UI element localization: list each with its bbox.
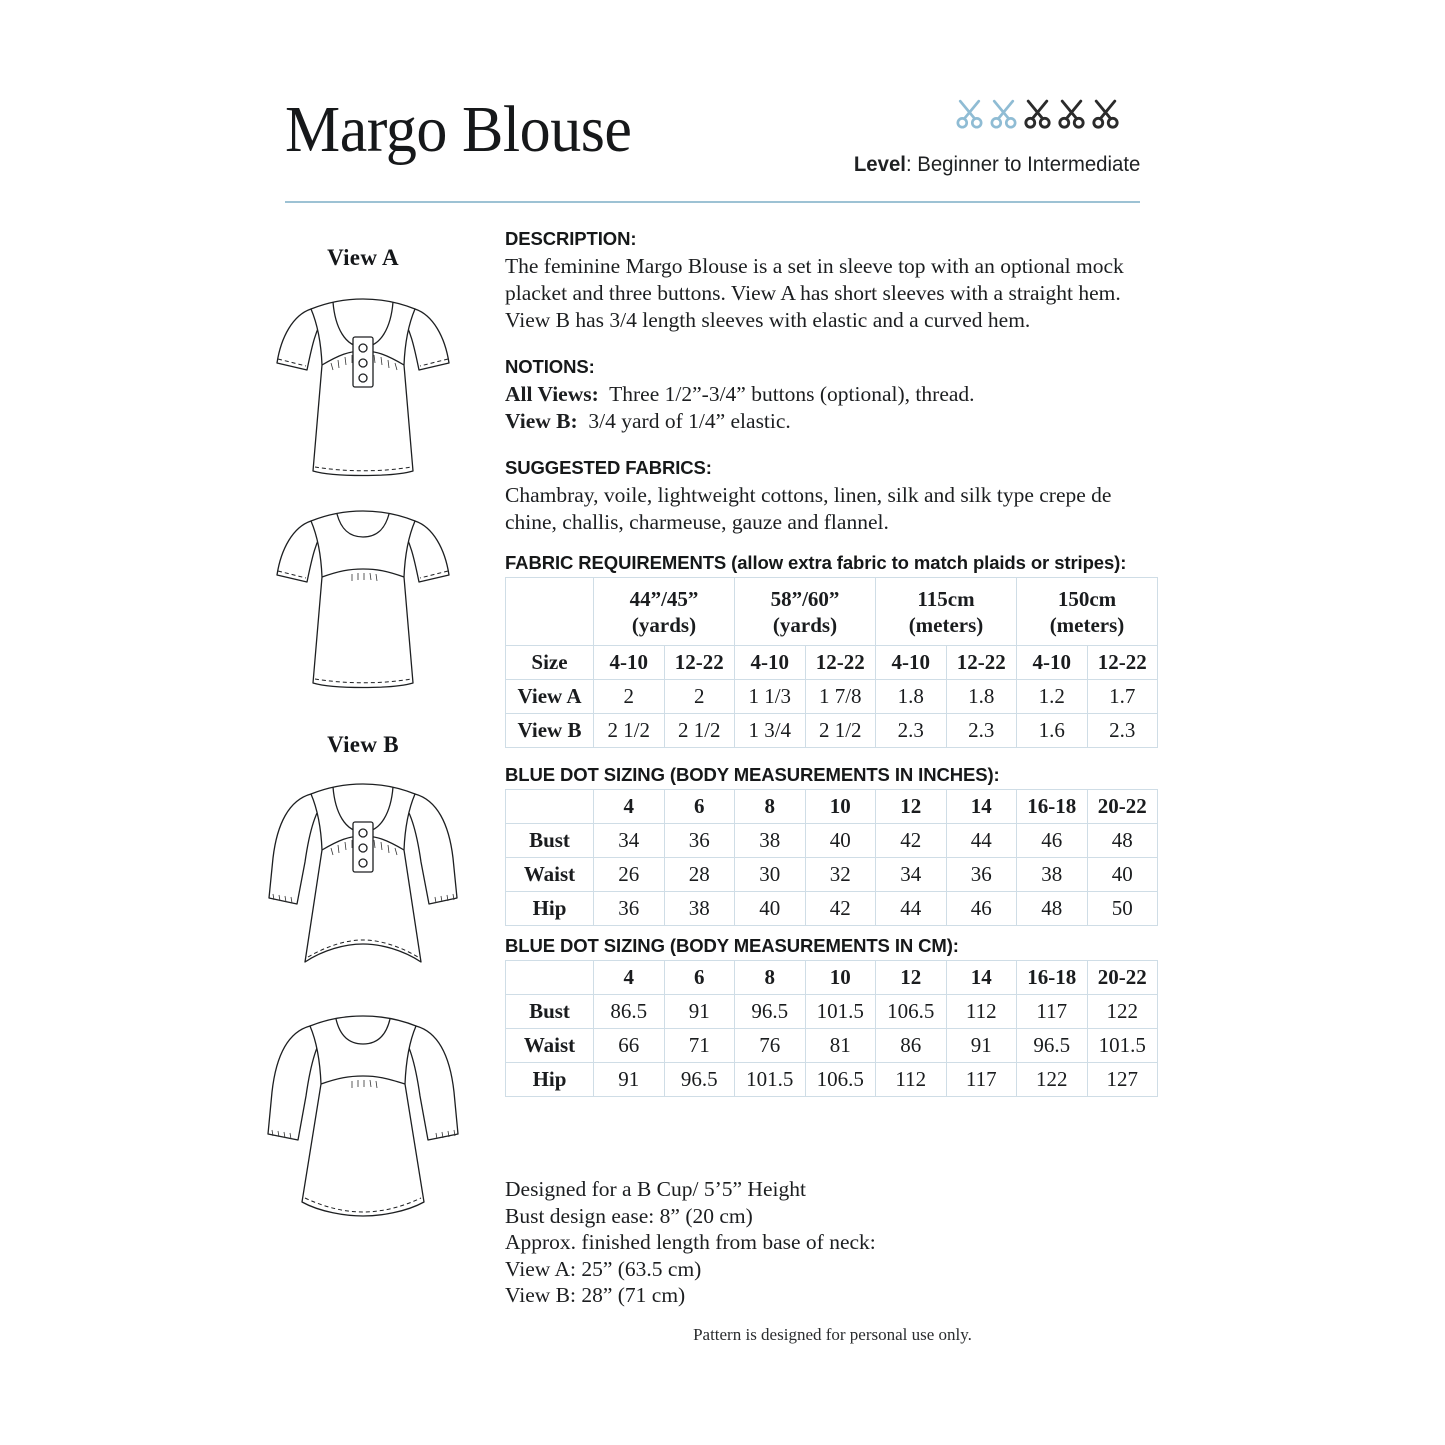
view-a-front-block [238, 245, 488, 486]
table-cell: 1.7 [1087, 680, 1158, 714]
header [285, 95, 1140, 205]
scissors-icon [987, 97, 1020, 130]
view-a-front-illustration [253, 271, 473, 486]
table-row [506, 858, 1158, 892]
table-cell: 71 [664, 1029, 735, 1063]
table-cell: 34 [594, 824, 665, 858]
fit-notes [505, 1176, 1160, 1309]
table-cell: 1 3/4 [735, 714, 806, 748]
size-header: 20-22 [1087, 790, 1158, 824]
scissors-icon [1055, 97, 1088, 130]
level-value: : Beginner to Intermediate [905, 153, 1140, 176]
table-corner-cell [506, 790, 594, 824]
table-cell: 36 [946, 858, 1017, 892]
notions-all-views-text: Three 1/2”-3/4” buttons (optional), thread. [609, 382, 975, 406]
table-cell: 36 [664, 824, 735, 858]
table-cell: 1.6 [1017, 714, 1088, 748]
table-cell: 96.5 [735, 995, 806, 1029]
size-header: 12 [876, 790, 947, 824]
view-a-label: View A [327, 245, 399, 270]
description-text: The feminine Margo Blouse is a set in sleeve top with an optional mock placket and three buttons. View A has short sleeves with a straight hem. View B has 3/4 length sleeves with elastic and a curved hem. [505, 254, 1124, 332]
row-label: View B [506, 714, 594, 748]
table-cell: 1.2 [1017, 680, 1088, 714]
table-cell: 106.5 [805, 1063, 876, 1097]
table-cell: 66 [594, 1029, 665, 1063]
table-row-header [506, 961, 1158, 995]
scissors-icon [1021, 97, 1054, 130]
size-header: 6 [664, 790, 735, 824]
row-label: Bust [506, 824, 594, 858]
table-cell: 96.5 [1017, 1029, 1088, 1063]
size-header: 12 [876, 961, 947, 995]
table-cell: 32 [805, 858, 876, 892]
table-cell: 76 [735, 1029, 806, 1063]
table-row [506, 680, 1158, 714]
size-header: 6 [664, 961, 735, 995]
fabric-requirements-table [505, 577, 1158, 748]
table-cell: 1.8 [876, 680, 947, 714]
view-b-back-block [238, 990, 488, 1235]
sizing-inches-heading: BLUE DOT SIZING (BODY MEASUREMENTS IN INCHES): [505, 764, 1000, 785]
table-cell: 26 [594, 858, 665, 892]
table-cell: 2.3 [1087, 714, 1158, 748]
row-label: Waist [506, 858, 594, 892]
table-cell: 127 [1087, 1063, 1158, 1097]
copyright-notice: Pattern is designed for personal use only. [693, 1325, 972, 1344]
table-cell: 42 [876, 824, 947, 858]
table-cell: 91 [946, 1029, 1017, 1063]
table-cell: 2 1/2 [805, 714, 876, 748]
table-corner-cell [506, 961, 594, 995]
size-range-header: 4-10 [876, 646, 947, 680]
table-cell: 1 1/3 [735, 680, 806, 714]
view-a-back-block [238, 483, 488, 698]
table-cell: 81 [805, 1029, 876, 1063]
size-label: Size [506, 646, 594, 680]
table-cell: 106.5 [876, 995, 947, 1029]
table-cell: 48 [1087, 824, 1158, 858]
table-cell: 46 [946, 892, 1017, 926]
fabric-group-header: 150cm (meters) [1017, 578, 1158, 646]
table-cell: 44 [946, 824, 1017, 858]
size-header: 4 [594, 961, 665, 995]
table-cell: 2 1/2 [594, 714, 665, 748]
table-cell: 28 [664, 858, 735, 892]
table-corner-cell [506, 578, 594, 646]
size-header: 20-22 [1087, 961, 1158, 995]
table-cell: 122 [1087, 995, 1158, 1029]
table-cell: 1 7/8 [805, 680, 876, 714]
sizing-cm-heading: BLUE DOT SIZING (BODY MEASUREMENTS IN CM): [505, 935, 959, 956]
scissors-icon [953, 97, 986, 130]
table-cell: 117 [946, 1063, 1017, 1097]
size-range-header: 4-10 [594, 646, 665, 680]
table-cell: 112 [946, 995, 1017, 1029]
suggested-fabrics-heading: SUGGESTED FABRICS: [505, 457, 712, 478]
table-cell: 34 [876, 858, 947, 892]
fabric-group-header: 58”/60” (yards) [735, 578, 876, 646]
view-b-front-block [238, 732, 488, 986]
notions-heading: NOTIONS: [505, 356, 595, 377]
size-header: 14 [946, 961, 1017, 995]
note-line: Designed for a B Cup/ 5’5” Height [505, 1177, 806, 1201]
notions-view-b-label: View B: [505, 409, 578, 433]
row-label: Waist [506, 1029, 594, 1063]
size-header: 4 [594, 790, 665, 824]
fabric-group-header: 44”/45” (yards) [594, 578, 735, 646]
suggested-fabrics-text: Chambray, voile, lightweight cottons, linen, silk and silk type crepe de chine, challis, charmeuse, gauze and flannel. [505, 483, 1112, 534]
table-cell: 86 [876, 1029, 947, 1063]
table-row-size-header [506, 646, 1158, 680]
table-cell: 91 [594, 1063, 665, 1097]
size-header: 14 [946, 790, 1017, 824]
notions-line-1 [505, 381, 1160, 408]
table-row [506, 1063, 1158, 1097]
size-header: 8 [735, 961, 806, 995]
row-label: Hip [506, 892, 594, 926]
table-cell: 38 [735, 824, 806, 858]
table-cell: 112 [876, 1063, 947, 1097]
row-label: Bust [506, 995, 594, 1029]
note-line: View B: 28” (71 cm) [505, 1283, 686, 1307]
size-range-header: 12-22 [1087, 646, 1158, 680]
table-row-group-header [506, 578, 1158, 646]
header-divider [285, 201, 1140, 203]
table-cell: 40 [805, 824, 876, 858]
table-cell: 38 [1017, 858, 1088, 892]
note-line: Bust design ease: 8” (20 cm) [505, 1203, 753, 1228]
sizing-cm-table [505, 960, 1158, 1097]
technical-drawings [238, 245, 488, 1305]
table-cell: 101.5 [735, 1063, 806, 1097]
table-cell: 36 [594, 892, 665, 926]
row-label: View A [506, 680, 594, 714]
table-cell: 122 [1017, 1063, 1088, 1097]
size-header: 16-18 [1017, 790, 1088, 824]
table-cell: 50 [1087, 892, 1158, 926]
fabric-requirements-heading: FABRIC REQUIREMENTS (allow extra fabric to match plaids or stripes): [505, 552, 1127, 573]
table-cell: 46 [1017, 824, 1088, 858]
note-line: Approx. finished length from base of neck: [505, 1230, 876, 1254]
table-cell: 101.5 [1087, 1029, 1158, 1063]
size-range-header: 12-22 [664, 646, 735, 680]
scissors-icon [1089, 97, 1122, 130]
table-cell: 91 [664, 995, 735, 1029]
table-cell: 42 [805, 892, 876, 926]
size-header: 10 [805, 790, 876, 824]
table-row-header [506, 790, 1158, 824]
description-heading: DESCRIPTION: [505, 228, 637, 249]
difficulty-level-text [854, 153, 1140, 177]
table-row [506, 824, 1158, 858]
size-range-header: 12-22 [946, 646, 1017, 680]
note-line: View A: 25” (63.5 cm) [505, 1256, 702, 1281]
table-cell: 2 1/2 [664, 714, 735, 748]
table-cell: 2 [664, 680, 735, 714]
table-row [506, 892, 1158, 926]
level-label: Level [853, 153, 906, 176]
table-cell: 86.5 [594, 995, 665, 1029]
size-range-header: 4-10 [735, 646, 806, 680]
view-b-front-illustration [253, 758, 473, 986]
table-cell: 101.5 [805, 995, 876, 1029]
notions-line-2 [505, 408, 1160, 435]
view-b-back-illustration [248, 990, 478, 1235]
table-cell: 2 [594, 680, 665, 714]
table-row [506, 1029, 1158, 1063]
table-cell: 40 [735, 892, 806, 926]
content-column [505, 228, 1160, 1097]
size-header: 16-18 [1017, 961, 1088, 995]
row-label: Hip [506, 1063, 594, 1097]
fabric-group-header: 115cm (meters) [876, 578, 1017, 646]
view-b-label: View B [327, 732, 399, 757]
table-cell: 1.8 [946, 680, 1017, 714]
notions-view-b-text: 3/4 yard of 1/4” elastic. [588, 409, 791, 433]
table-cell: 40 [1087, 858, 1158, 892]
table-cell: 44 [876, 892, 947, 926]
table-cell: 38 [664, 892, 735, 926]
size-range-header: 4-10 [1017, 646, 1088, 680]
table-cell: 2.3 [876, 714, 947, 748]
table-row [506, 714, 1158, 748]
table-cell: 30 [735, 858, 806, 892]
table-cell: 117 [1017, 995, 1088, 1029]
sizing-inches-table [505, 789, 1158, 926]
difficulty-rating [953, 97, 1122, 130]
table-row [506, 995, 1158, 1029]
page-title: Margo Blouse [285, 93, 632, 166]
view-a-back-illustration [253, 483, 473, 698]
notions-all-views-label: All Views: [505, 382, 599, 406]
table-cell: 2.3 [946, 714, 1017, 748]
size-header: 10 [805, 961, 876, 995]
table-cell: 48 [1017, 892, 1088, 926]
size-range-header: 12-22 [805, 646, 876, 680]
size-header: 8 [735, 790, 806, 824]
table-cell: 96.5 [664, 1063, 735, 1097]
